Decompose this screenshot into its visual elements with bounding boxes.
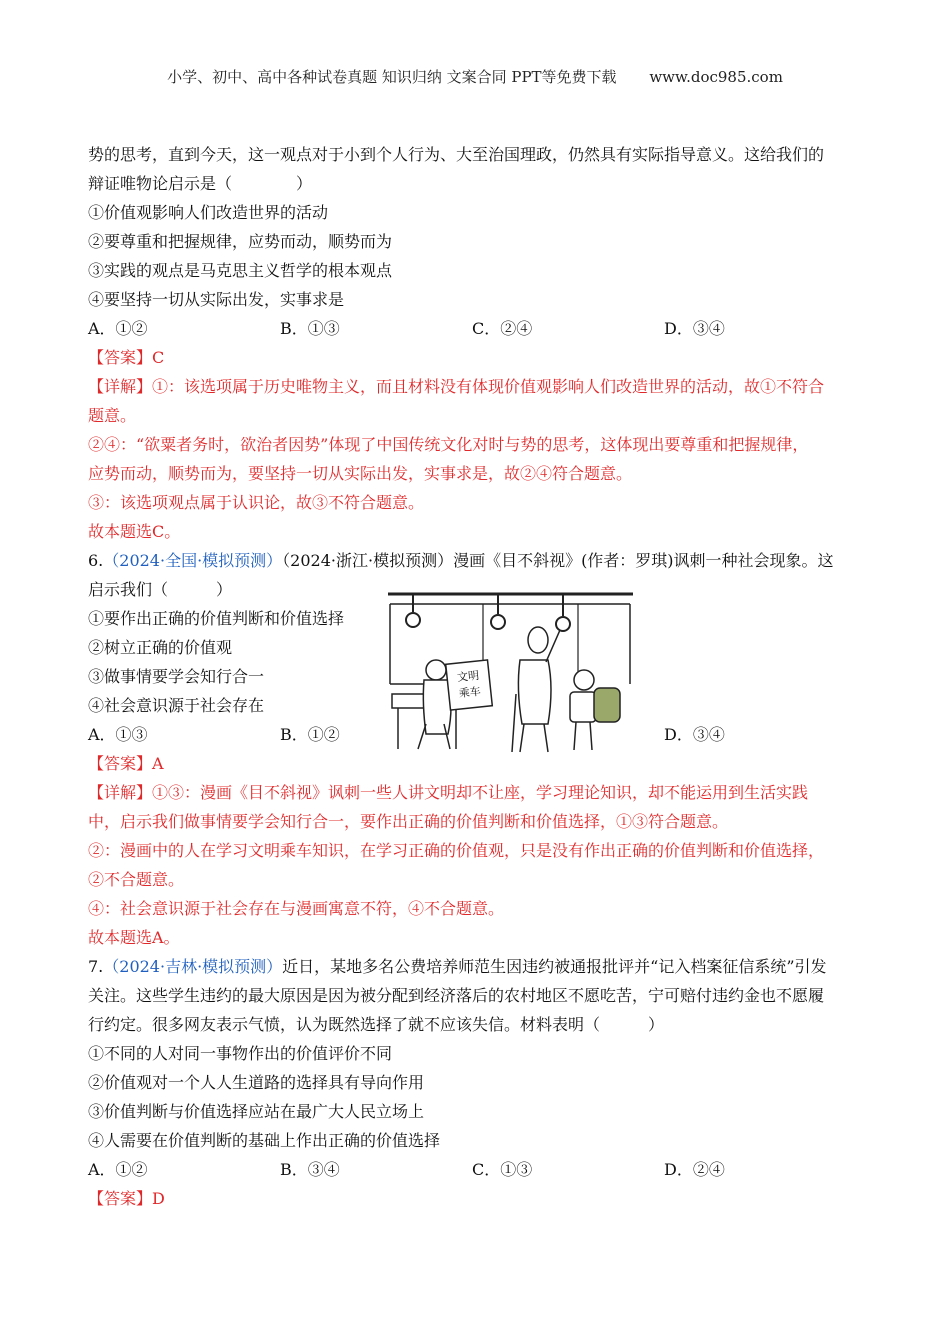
q6-detail-4: ②不合题意。 — [88, 870, 185, 889]
q7-stem-line1 — [88, 952, 878, 981]
page-header — [0, 66, 950, 87]
q6-source[interactable]: （2024·全国·模拟预测） — [103, 551, 283, 570]
q7-item-1: ①不同的人对同一事物作出的价值评价不同 — [88, 1044, 393, 1063]
q5-detail-2: 题意。 — [88, 406, 137, 425]
q7-stem-rest: 近日，某地多名公费培养师范生因违约被通报批评并“记入档案征信系统”引发 — [282, 957, 827, 976]
q7-item-4: ④人需要在价值判断的基础上作出正确的价值选择 — [88, 1131, 441, 1150]
q6-item-4: ④社会意识源于社会存在 — [88, 696, 265, 715]
q7-stem-line2: 关注。这些学生违约的最大原因是因为被分配到经济落后的农村地区不愿吃苦，宁可赔付违约金也不愿履 — [88, 986, 825, 1005]
q6-number: 6. — [88, 551, 104, 570]
q5-item-4: ④要坚持一切从实际出发，实事求是 — [88, 290, 345, 309]
q7-stem-line3: 行约定。很多网友表示气愤，认为既然选择了就不应该失信。材料表明（ ） — [88, 1015, 665, 1034]
q7-answer: 【答案】D — [88, 1189, 165, 1208]
newspaper — [446, 660, 493, 710]
header-url[interactable]: www.doc985.com — [649, 68, 783, 86]
q5-stem-line2: 辩证唯物论启示是（ ） — [88, 174, 313, 193]
q7-option-d: D．②④ — [664, 1160, 725, 1179]
q5-item-2: ②要尊重和把握规律，应势而动，顺势而为 — [88, 232, 393, 251]
q6-item-1: ①要作出正确的价值判断和价值选择 — [88, 609, 345, 628]
q5-detail-1: 【详解】①：该选项属于历史唯物主义，而且材料没有体现价值观影响人们改造世界的活动，故①不符合 — [88, 377, 825, 396]
q5-options — [88, 314, 878, 343]
cartoon-illustration — [388, 584, 633, 754]
q7-item-2: ②价值观对一个人人生道路的选择具有导向作用 — [88, 1073, 425, 1092]
backpack — [594, 688, 620, 722]
q6-option-a: A．①③ — [88, 725, 148, 744]
sign-line-2: 乘车 — [458, 684, 482, 701]
q6-stem-line2: 启示我们（ ） — [88, 580, 233, 599]
q6-stem-line1 — [88, 546, 878, 575]
q6-item-3: ③做事情要学会知行合一 — [88, 667, 265, 686]
q5-option-c: C．②④ — [472, 319, 533, 338]
q7-option-a: A．①② — [88, 1160, 148, 1179]
q5-option-d: D．③④ — [664, 319, 725, 338]
q6-detail-1: 【详解】①③：漫画《目不斜视》讽刺一些人讲文明却不让座，学习理论知识，却不能运用到生活实践 — [88, 783, 809, 802]
q7-source[interactable]: （2024·吉林·模拟预测） — [103, 957, 283, 976]
sign-line-1: 文明 — [456, 668, 480, 685]
q6-option-b: B．①② — [280, 725, 340, 744]
q5-stem-line1: 势的思考，直到今天，这一观点对于小到个人行为、大至治国理政，仍然具有实际指导意义。这给我们的 — [88, 145, 825, 164]
q6-answer: 【答案】A — [88, 754, 164, 773]
q5-detail-3: ②④：“欲粟者务时，欲治者因势”体现了中国传统文化对时与势的思考，这体现出要尊重和把握规律， — [88, 435, 809, 454]
q7-number: 7. — [88, 957, 104, 976]
q5-detail-6: 故本题选C。 — [88, 522, 181, 541]
q6-detail-5: ④：社会意识源于社会存在与漫画寓意不符，④不合题意。 — [88, 899, 505, 918]
q5-option-a: A．①② — [88, 319, 148, 338]
q6-detail-3: ②：漫画中的人在学习文明乘车知识，在学习正确的价值观，只是没有作出正确的价值判断和价值选择， — [88, 841, 825, 860]
q6-item-2: ②树立正确的价值观 — [88, 638, 233, 657]
q5-detail-5: ③：该选项观点属于认识论，故③不符合题意。 — [88, 493, 425, 512]
q6-detail-6: 故本题选A。 — [88, 928, 180, 947]
q7-item-3: ③价值判断与价值选择应站在最广大人民立场上 — [88, 1102, 425, 1121]
q5-item-3: ③实践的观点是马克思主义哲学的根本观点 — [88, 261, 393, 280]
q7-option-b: B．③④ — [280, 1160, 340, 1179]
q7-option-c: C．①③ — [472, 1160, 533, 1179]
q6-stem-rest: （2024·浙江·模拟预测）漫画《目不斜视》(作者：罗琪)讽刺一种社会现象。这 — [282, 551, 834, 570]
q5-detail-4: 应势而动，顺势而为，要坚持一切从实际出发，实事求是，故②④符合题意。 — [88, 464, 633, 483]
q6-option-d: D．③④ — [664, 725, 725, 744]
q6-detail-2: 中，启示我们做事情要学会知行合一，要作出正确的价值判断和价值选择，①③符合题意。 — [88, 812, 729, 831]
q5-answer: 【答案】C — [88, 348, 165, 367]
q5-item-1: ①价值观影响人们改造世界的活动 — [88, 203, 329, 222]
q7-options — [88, 1155, 878, 1184]
q5-option-b: B．①③ — [280, 319, 340, 338]
header-text: 小学、初中、高中各种试卷真题 知识归纳 文案合同 PPT等免费下载 — [167, 68, 617, 86]
